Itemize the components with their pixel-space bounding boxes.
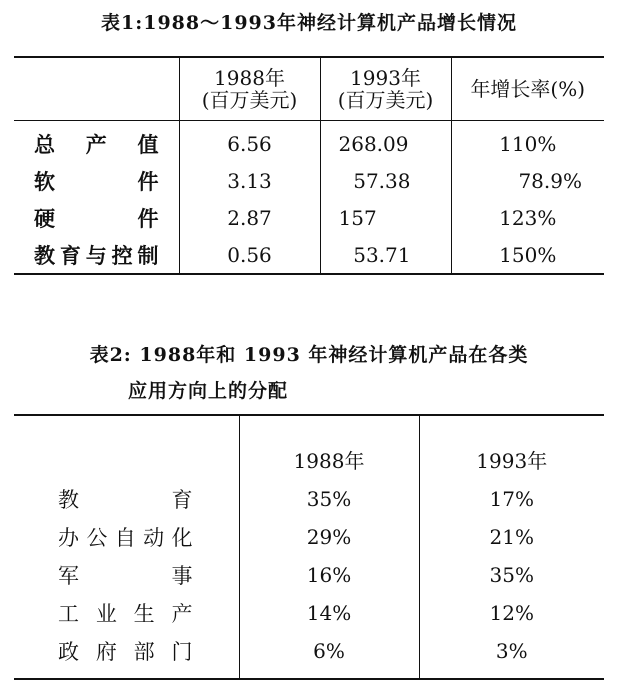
value-1988: 3.13 bbox=[179, 162, 320, 199]
row-label: 教育 bbox=[58, 488, 193, 512]
value-1993: 17% bbox=[419, 480, 604, 518]
value-1993: 53.71 bbox=[320, 236, 451, 274]
value-1988: 35% bbox=[239, 480, 419, 518]
row-label: 政府部门 bbox=[58, 640, 193, 664]
corner-cell bbox=[14, 57, 179, 121]
value-1988: 2.87 bbox=[179, 199, 320, 236]
row-label: 教育与控制 bbox=[34, 242, 159, 268]
value-1988: 0.56 bbox=[179, 236, 320, 274]
header-1993: 1993年 bbox=[419, 415, 604, 480]
row-label: 工业生产 bbox=[58, 602, 193, 626]
value-1993: 157 bbox=[320, 199, 451, 236]
table-row bbox=[14, 121, 604, 163]
growth-rate: 123% bbox=[451, 199, 604, 236]
row-label: 硬件 bbox=[34, 205, 159, 231]
application-distribution-table bbox=[14, 414, 604, 680]
table-row bbox=[14, 632, 604, 679]
row-label: 军事 bbox=[58, 564, 193, 588]
growth-table bbox=[14, 56, 604, 275]
value-1993: 12% bbox=[419, 594, 604, 632]
table-row bbox=[14, 594, 604, 632]
value-1993: 35% bbox=[419, 556, 604, 594]
header-growth-rate bbox=[451, 57, 604, 121]
growth-rate: 110% bbox=[451, 121, 604, 163]
table2-caption-line2: 应用方向上的分配 bbox=[128, 380, 289, 402]
growth-rate: 78.9% bbox=[451, 162, 604, 199]
value-1988: 6% bbox=[239, 632, 419, 679]
row-label: 总产值 bbox=[34, 131, 159, 157]
value-1988: 6.56 bbox=[179, 121, 320, 163]
table-row bbox=[14, 199, 604, 236]
value-1988: 16% bbox=[239, 556, 419, 594]
value-1993: 268.09 bbox=[320, 121, 451, 163]
growth-rate: 150% bbox=[451, 236, 604, 274]
table-row bbox=[14, 236, 604, 274]
row-label: 办公自动化 bbox=[58, 526, 193, 550]
corner-cell bbox=[14, 415, 239, 480]
table-row bbox=[14, 556, 604, 594]
value-1993: 57.38 bbox=[320, 162, 451, 199]
header-1988: 1988年 bbox=[239, 415, 419, 480]
table-row bbox=[14, 480, 604, 518]
table-row bbox=[14, 162, 604, 199]
table1-caption: 表1:1988～1993年神经计算机产品增长情况 bbox=[101, 12, 517, 34]
header-1988 bbox=[179, 57, 320, 121]
header-1988-year: 1988年 bbox=[214, 66, 285, 90]
value-1993: 3% bbox=[419, 632, 604, 679]
table-row bbox=[14, 518, 604, 556]
header-1988-unit: (百万美元) bbox=[201, 88, 298, 112]
table2-caption-line1: 表2: 1988年和 1993 年神经计算机产品在各类 bbox=[89, 344, 529, 366]
table-header-row bbox=[14, 57, 604, 121]
header-1993-unit: (百万美元) bbox=[337, 88, 434, 112]
header-1993-year: 1993年 bbox=[350, 66, 421, 90]
value-1993: 21% bbox=[419, 518, 604, 556]
header-1993 bbox=[320, 57, 451, 121]
row-label: 软件 bbox=[34, 168, 159, 194]
table-header-row bbox=[14, 415, 604, 480]
header-growth-rate-label: 年增长率(%) bbox=[470, 77, 586, 101]
value-1988: 14% bbox=[239, 594, 419, 632]
value-1988: 29% bbox=[239, 518, 419, 556]
